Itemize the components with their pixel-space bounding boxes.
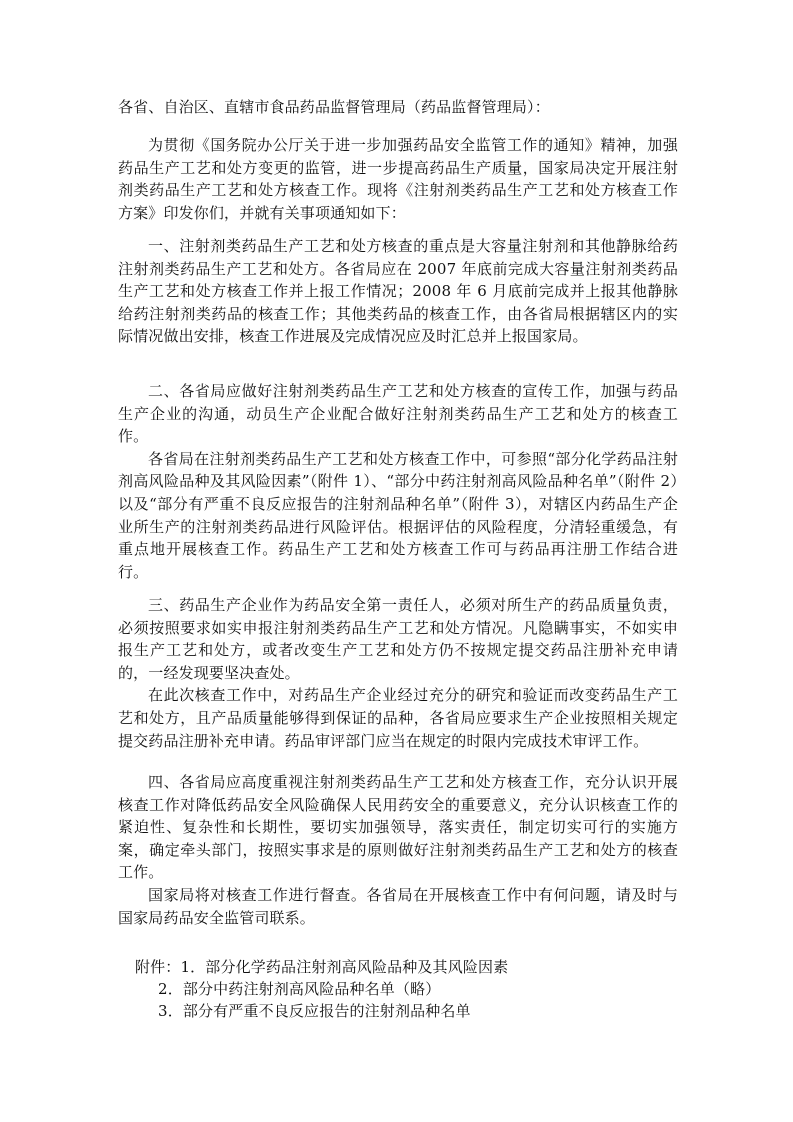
- section-2-paragraph-1: 二、各省局应做好注射剂类药品生产工艺和处方核查的宣传工作，加强与药品生产企业的沟通，动员生产企业配合做好注射剂类药品生产工艺和处方的核查工作。: [118, 382, 678, 446]
- section-4-paragraph-1: 四、各省局应高度重视注射剂类药品生产工艺和处方核查工作，充分认识开展核查工作对降低药品安全风险确保人民用药安全的重要意义，充分认识核查工作的紧迫性、复杂性和长期性，要切实加强领导，落实责任，制定切实可行的实施方案，确定牵头部门，按照实事求是的原则做好注射剂类药品生产工艺和处方的核查工作。: [118, 773, 678, 882]
- attachment-item: 附件：1．部分化学药品注射剂高风险品种及其风险因素: [135, 958, 509, 976]
- intro-paragraph-block: [118, 134, 678, 224]
- attachment-item: 2．部分中药注射剂高风险品种名单（略）: [158, 980, 441, 998]
- section-4: [118, 771, 678, 929]
- intro-paragraph: 为贯彻《国务院办公厅关于进一步加强药品安全监管工作的通知》精神，加强药品生产工艺和处方变更的监管，进一步提高药品生产质量，国家局决定开展注射剂类药品生产工艺和处方核查工作。现将《注射剂类药品生产工艺和处方核查工作方案》印发你们，并就有关事项通知如下：: [118, 136, 678, 222]
- section-2: [118, 380, 678, 583]
- section-3: [118, 594, 678, 752]
- section-4-paragraph-2: 国家局将对核查工作进行督查。各省局在开展核查工作中有何问题，请及时与国家局药品安全监管司联系。: [118, 885, 678, 927]
- attachment-item: 3．部分有严重不良反应报告的注射剂品种名单: [158, 1002, 471, 1020]
- section-1: [118, 235, 678, 348]
- section-1-paragraph: 一、注射剂类药品生产工艺和处方核查的重点是大容量注射剂和其他静脉给药注射剂类药品生产工艺和处方。各省局应在 2007 年底前完成大容量注射剂类药品生产工艺和处方核查工作并上报工作情况；2008 年 6 月底前完成并上报其他静脉给药注射剂类药品的核查工作；其他类药品的核查工作，由各省局根据辖区内的实际情况做出安排，核查工作进展及完成情况应及时汇总并上报国家局。: [118, 237, 678, 346]
- salutation: 各省、自治区、直辖市食品药品监督管理局（药品监督管理局）：: [118, 98, 550, 116]
- section-3-paragraph-1: 三、药品生产企业作为药品安全第一责任人，必须对所生产的药品质量负责，必须按照要求如实申报注射剂类药品生产工艺和处方情况。凡隐瞒事实，不如实申报生产工艺和处方，或者改变生产工艺和处方仍不按规定提交药品注册补充申请的，一经发现要坚决查处。: [118, 596, 678, 682]
- section-2-paragraph-2: 各省局在注射剂类药品生产工艺和处方核查工作中，可参照“部分化学药品注射剂高风险品种及其风险因素”（附件 1）、“部分中药注射剂高风险品种名单”（附件 2）以及“部分有严重不良反应报告的注射剂品种名单”（附件 3），对辖区内药品生产企业所生产的注射剂类药品进行风险评估。根据评估的风险程度，分清轻重缓急，有重点地开展核查工作。药品生产工艺和处方核查工作可与药品再注册工作结合进行。: [118, 449, 678, 581]
- section-3-paragraph-2: 在此次核查工作中，对药品生产企业经过充分的研究和验证而改变药品生产工艺和处方，且产品质量能够得到保证的品种，各省局应要求生产企业按照相关规定提交药品注册补充申请。药品审评部门应当在规定的时限内完成技术审评工作。: [118, 686, 678, 750]
- attachments-list: [135, 956, 655, 1022]
